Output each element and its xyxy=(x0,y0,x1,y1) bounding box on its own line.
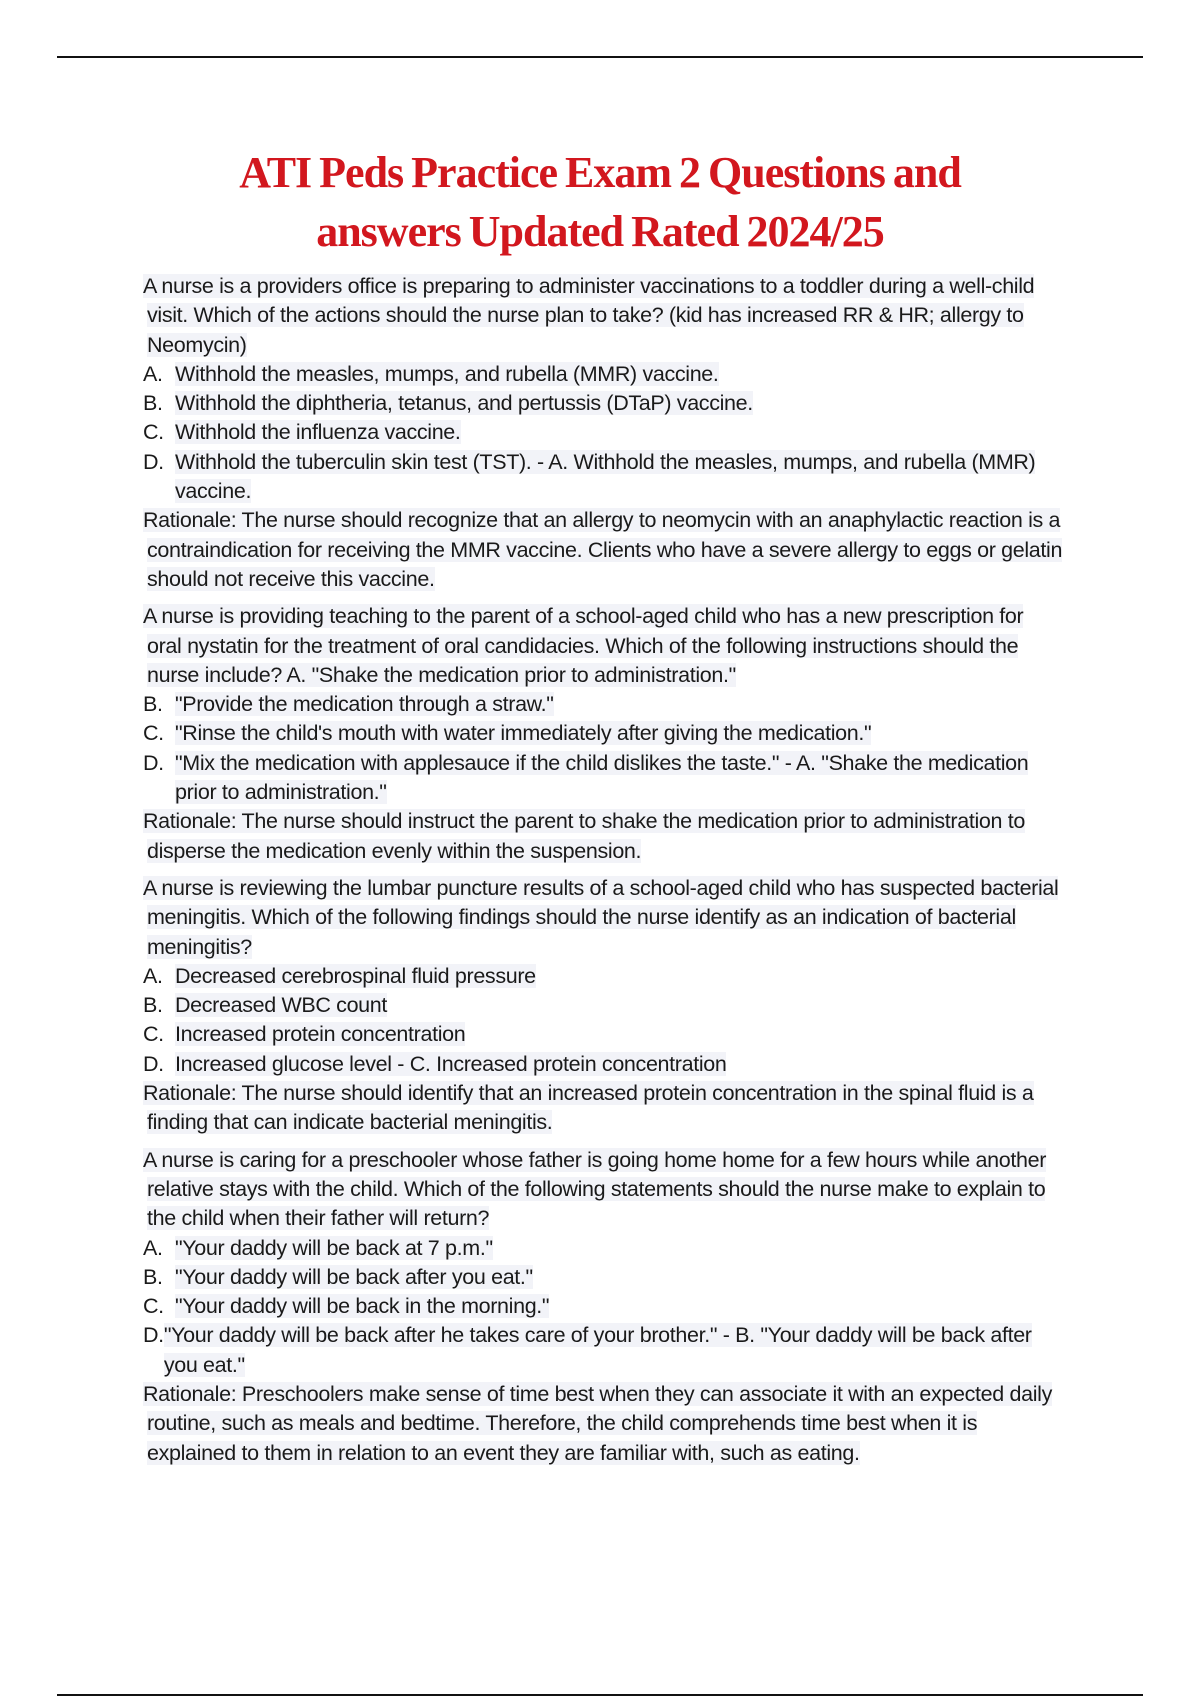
answer-option-b: B. Decreased WBC count xyxy=(143,993,388,1018)
title-line-1: ATI Peds Practice Exam 2 Questions and xyxy=(239,148,961,197)
answer-option-b: B. Withhold the diphtheria, tetanus, and pertussis (DTaP) vaccine. xyxy=(143,391,753,416)
rationale: Rationale: The nurse should instruct the parent to shake the medication prior to administration to disperse the medication evenly within the suspension. xyxy=(143,809,1025,863)
answer-option-a: A. Withhold the measles, mumps, and rubella (MMR) vaccine. xyxy=(143,361,719,386)
rationale: Rationale: The nurse should identify that an increased protein concentration in the spinal fluid is a finding that can indicate bacterial meningitis. xyxy=(143,1081,1034,1135)
answer-options xyxy=(143,962,1063,1079)
question-stem: A nurse is caring for a preschooler whose father is going home home for a few hours while another relative stays with the child. Which of the following statements should the nurse make to explain to the child when their father will return? xyxy=(143,1147,1047,1231)
answer-option-b: B. "Provide the medication through a straw." xyxy=(143,692,554,717)
document-body xyxy=(143,272,1063,1476)
answer-options xyxy=(143,1234,1063,1380)
document-title xyxy=(130,143,1070,261)
bottom-divider xyxy=(57,1694,1143,1696)
answer-option-a: A. "Your daddy will be back at 7 p.m." xyxy=(143,1235,493,1260)
answer-options xyxy=(143,690,1063,807)
rationale: Rationale: Preschoolers make sense of time best when they can associate it with an expected daily routine, such as meals and bedtime. Therefore, the child comprehends time best when it is explained to them in relation to an event they are familiar with, such as eating. xyxy=(143,1381,1052,1465)
rationale: Rationale: The nurse should recognize that an allergy to neomycin with an anaphylactic reaction is a contraindication for receiving the MMR vaccine. Clients who have a severe allergy to eggs or gelatin should not receive this vaccine. xyxy=(143,508,1063,591)
question-block-2 xyxy=(143,602,1063,866)
answer-option-d: D. "Your daddy will be back after he takes care of your brother." - B. "Your daddy will be back after you eat." xyxy=(143,1323,1032,1377)
answer-option-c: C. Increased protein concentration xyxy=(143,1022,466,1047)
question-stem: A nurse is providing teaching to the parent of a school-aged child who has a new prescription for oral nystatin for the treatment of oral candidacies. Which of the following instructions should the nurse include? A. "Shake the medication prior to administration." xyxy=(143,604,1024,687)
answer-option-d: D. Withhold the tuberculin skin test (TST). - A. Withhold the measles, mumps, and rubella (MMR) vaccine. xyxy=(143,449,1036,504)
title-line-2: answers Updated Rated 2024/25 xyxy=(316,207,884,256)
question-stem: A nurse is reviewing the lumbar puncture results of a school-aged child who has suspected bacterial meningitis. Which of the following findings should the nurse identify as an indication of bacterial meningitis? xyxy=(143,875,1059,959)
answer-option-d: D. Increased glucose level - C. Increased protein concentration xyxy=(143,1051,727,1076)
answer-option-b: B. "Your daddy will be back after you eat." xyxy=(143,1264,533,1289)
question-stem: A nurse is a providers office is preparing to administer vaccinations to a toddler during a well-child visit. Which of the actions should the nurse plan to take? (kid has increased RR & HR; allergy to Neomycin) xyxy=(143,274,1035,357)
answer-option-d: D. "Mix the medication with applesauce if the child dislikes the taste." - A. "Shake the medication prior to administration." xyxy=(143,750,1029,805)
question-block-4 xyxy=(143,1146,1063,1468)
answer-option-a: A. Decreased cerebrospinal fluid pressure xyxy=(143,963,536,988)
answer-option-c: C. "Rinse the child's mouth with water immediately after giving the medication." xyxy=(143,721,872,746)
question-block-1 xyxy=(143,272,1063,594)
answer-option-c: C. "Your daddy will be back in the morning." xyxy=(143,1294,550,1319)
top-divider xyxy=(57,56,1143,58)
answer-option-c: C. Withhold the influenza vaccine. xyxy=(143,420,461,445)
answer-options xyxy=(143,360,1063,506)
question-block-3 xyxy=(143,874,1063,1138)
